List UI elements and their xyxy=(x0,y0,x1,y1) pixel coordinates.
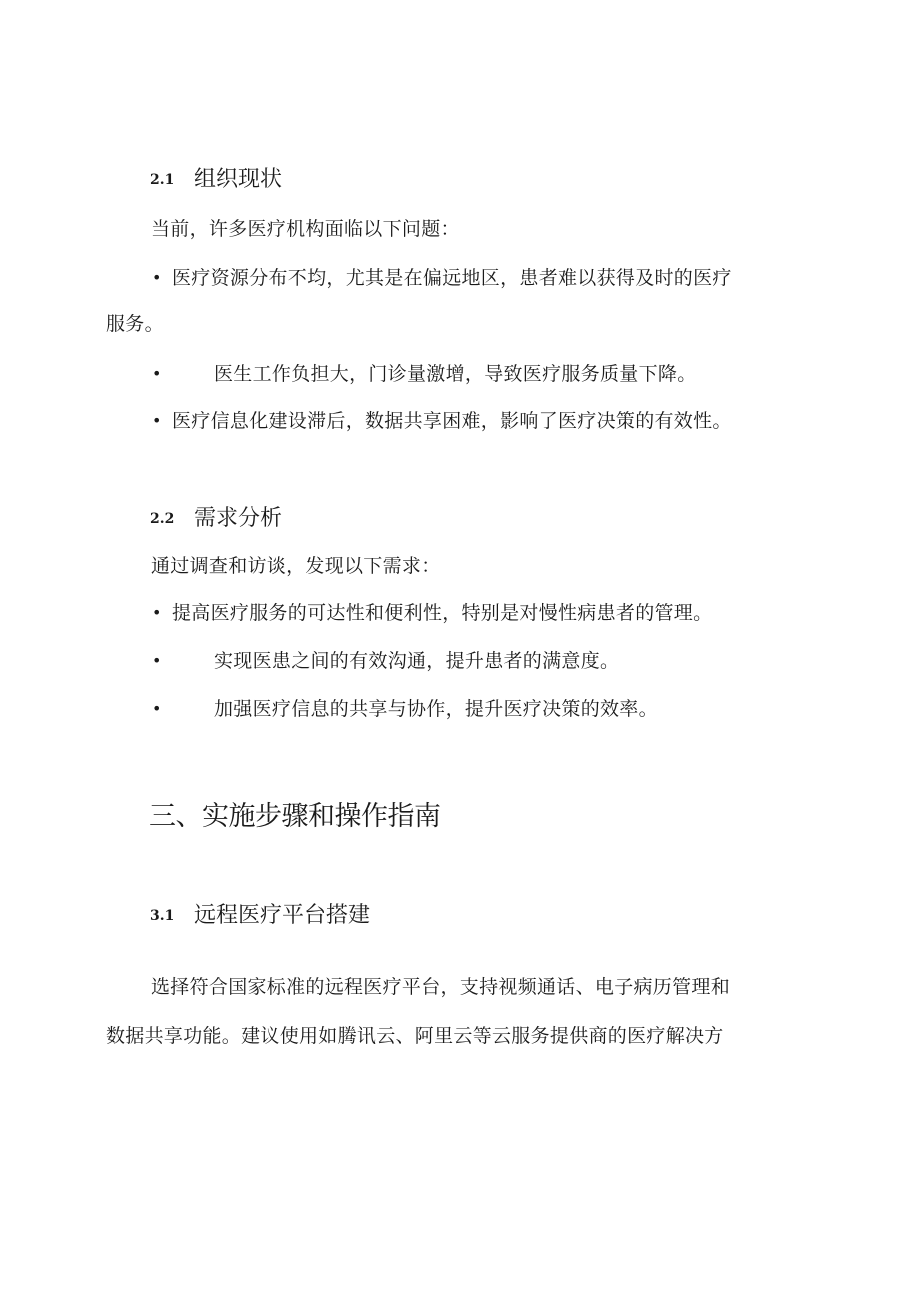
bullet-dot-icon: • xyxy=(152,651,162,670)
section-2-1-bullet-2: 医生工作负担大，门诊量激增，导致医疗服务质量下降。 xyxy=(214,363,697,385)
section-2-2-bullet-3: 加强医疗信息的共享与协作，提升医疗决策的效率。 xyxy=(214,698,658,720)
section-2-2-title: 需求分析 xyxy=(194,506,283,531)
section-2-1-number: 2.1 xyxy=(150,172,175,188)
section-2-1-intro: 当前，许多医疗机构面临以下问题： xyxy=(151,218,460,240)
section-3-1-paragraph-line-2: 数据共享功能。建议使用如腾讯云、阿里云等云服务提供商的医疗解决方 xyxy=(106,1025,724,1047)
section-2-1-bullet-3: 医疗信息化建设滞后，数据共享困难，影响了医疗决策的有效性。 xyxy=(172,410,732,432)
section-3-1-heading xyxy=(150,901,370,931)
section-3-1-number: 3.1 xyxy=(150,908,175,924)
bullet-dot-icon: • xyxy=(152,603,162,622)
section-3-1-paragraph-line-1: 选择符合国家标准的远程医疗平台，支持视频通话、电子病历管理和 xyxy=(151,976,731,998)
section-2-1-bullet-1-line-2: 服务。 xyxy=(106,313,164,335)
bullet-dot-icon: • xyxy=(152,699,162,718)
section-2-2-number: 2.2 xyxy=(150,511,175,527)
section-2-1-title: 组织现状 xyxy=(194,167,283,192)
bullet-dot-icon: • xyxy=(152,411,162,430)
section-3-1-title: 远程医疗平台搭建 xyxy=(194,903,371,928)
section-2-2-bullet-1: 提高医疗服务的可达性和便利性，特别是对慢性病患者的管理。 xyxy=(172,602,713,624)
section-2-2-bullet-2: 实现医患之间的有效沟通，提升患者的满意度。 xyxy=(214,650,620,672)
section-2-2-heading xyxy=(150,504,282,534)
section-2-1-bullet-1-line-1: 医疗资源分布不均，尤其是在偏远地区，患者难以获得及时的医疗 xyxy=(172,267,732,289)
section-2-2-intro: 通过调查和访谈，发现以下需求： xyxy=(151,555,441,577)
section-2-1-heading xyxy=(150,165,282,195)
bullet-dot-icon: • xyxy=(152,268,162,287)
bullet-dot-icon: • xyxy=(152,364,162,383)
section-3-heading: 三、实施步骤和操作指南 xyxy=(149,801,441,832)
